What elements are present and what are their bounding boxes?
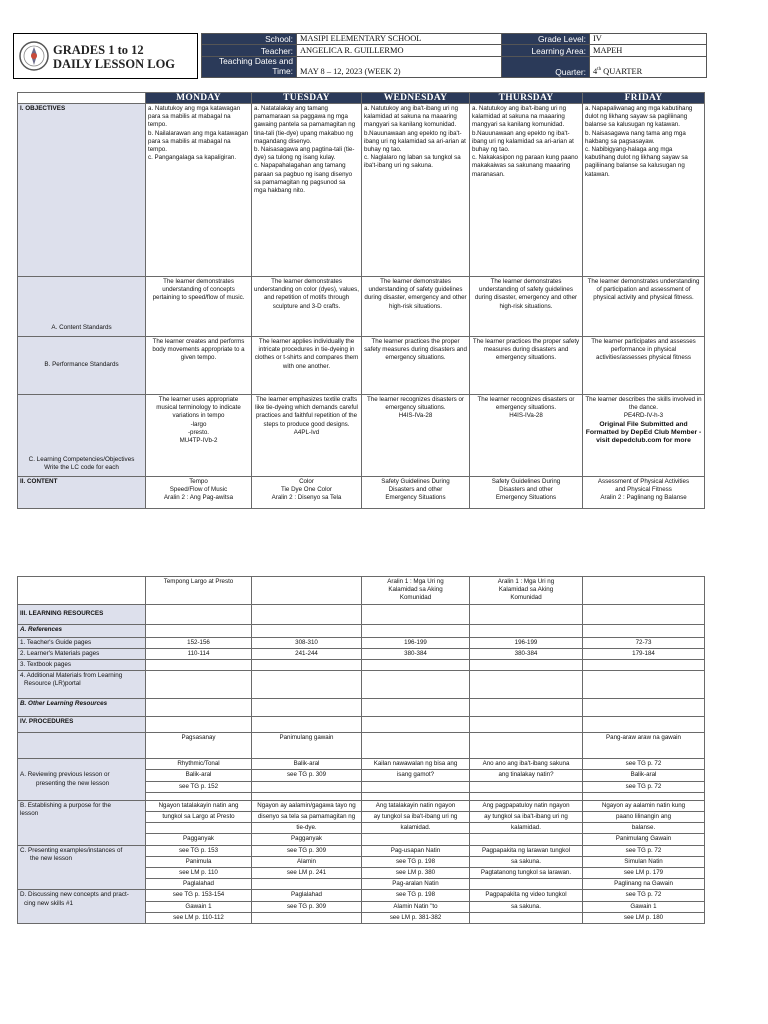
performance-standards-row [18, 337, 705, 395]
content-thu-3: Emergency Situations [495, 494, 557, 502]
d2-thursday: sa sakuna. [470, 901, 583, 912]
obj-wed-c: c. Naglalaro ng laban sa tungkol sa iba't-ibang uri ng sakuna. [364, 154, 461, 170]
proc-c-label-2: the new lesson [30, 854, 73, 862]
competencies-tuesday [252, 395, 362, 477]
comp-thu-1: The learner recognizes disasters or emergency situations. [477, 396, 575, 412]
cc-wed-1: Aralin 1 : Mga Uri ng [387, 578, 444, 585]
teaching-dates-label-2: Time: [272, 65, 293, 76]
teachers-guide-row [18, 637, 705, 648]
day-header-row [18, 93, 705, 104]
content-mon-2: Speed/Flow of Music [169, 486, 228, 494]
intro-friday: Pang-araw araw na gawain [583, 733, 705, 759]
procedures-label: IV. PROCEDURES [18, 717, 146, 733]
learning-area-value: MAPEH [590, 45, 707, 56]
lm-monday: 110-114 [146, 648, 252, 659]
day-tuesday: TUESDAY [252, 93, 362, 104]
teaching-dates-label-1: Teaching Dates and [218, 56, 293, 67]
c3-tuesday: see LM p. 241 [252, 868, 362, 879]
objectives-friday [583, 104, 705, 277]
obj-mon-c: c. Pangangalaga sa kapaligiran. [148, 154, 237, 162]
content-standards-row [18, 277, 705, 337]
textbook-row [18, 660, 705, 671]
tg-tuesday: 308-310 [252, 637, 362, 648]
a1-tuesday: Balik-aral [252, 759, 362, 770]
content-cont-friday [583, 577, 705, 605]
tg-friday: 72-73 [583, 637, 705, 648]
content-thu-1: Safety Guidelines During [491, 478, 561, 485]
competencies-label-cell [18, 395, 146, 477]
quarter-value [590, 56, 707, 77]
content-standards-thursday: The learner demonstrates understanding of safety guidelines during disaster, emergency and other high-risk situations. [470, 277, 583, 337]
intro-thursday [470, 733, 583, 759]
header [13, 33, 706, 79]
a3-monday: see TG p. 152 [146, 781, 252, 792]
d3-friday: see LM p. 180 [583, 912, 705, 923]
proc-b-label [18, 800, 146, 845]
tg-thursday: 196-199 [470, 637, 583, 648]
performance-standards-label: B. Performance Standards [18, 337, 146, 395]
day-wednesday: WEDNESDAY [362, 93, 470, 104]
comp-mon-1: The learner uses appropriate musical terminology to indicate variations in tempo [156, 396, 241, 420]
b1-tuesday: Ngayon ay aalamin/gagawa tayo ng [252, 800, 362, 811]
c1-monday: see TG p. 153 [146, 845, 252, 856]
obj-thu-b: b.Nauunawaan ang epekto ng iba't-ibang uri ng kalamidad sa ari-arian at buhay ng tao. [472, 129, 574, 154]
teaching-dates-value: MAY 8 – 12, 2023 (WEEK 2) [297, 56, 502, 77]
cc-wed-2: Kalamidad sa Aking [388, 586, 443, 594]
quarter-label: Quarter: [502, 56, 590, 77]
competencies-thursday [470, 395, 583, 477]
learners-materials-label: 2. Learner's Materials pages [18, 648, 146, 659]
quarter-suffix: th [597, 66, 602, 72]
c1-thursday: Pagpapakita ng larawan tungkol [470, 845, 583, 856]
content-thursday [470, 477, 583, 509]
proc-a-label-1: A. Reviewing previous lesson or [20, 771, 110, 779]
content-wed-3: Emergency Situations [385, 494, 446, 502]
b4-wednesday [362, 834, 470, 845]
content-wed-2: Disasters and other [388, 486, 443, 494]
c3-thursday: Pagtatanong tungkol sa larawan. [470, 868, 583, 879]
intro-tuesday: Panimulang gawain [252, 733, 362, 759]
learning-resources-label: III. LEARNING RESOURCES [18, 604, 146, 624]
school-value: MASIPI ELEMENTARY SCHOOL [297, 34, 502, 45]
b3-thursday: kalamidad. [470, 823, 583, 834]
intro-wednesday [362, 733, 470, 759]
content-cont-monday: Tempong Largo at Presto [146, 577, 252, 605]
b1-wednesday: Ang tatalakayin natin ngayon [362, 800, 470, 811]
content-label: II. CONTENT [18, 477, 146, 509]
d2-monday: Gawain 1 [146, 901, 252, 912]
c3-friday: see LM p. 179 [583, 868, 705, 879]
learning-resources-row [18, 604, 705, 624]
content-cont-tuesday [252, 577, 362, 605]
comp-tue-code: A4PL-Ivd [293, 428, 320, 436]
lm-friday: 179-184 [583, 648, 705, 659]
obj-mon-b: b. Nailalarawan ang mga katawagan para sa mabilis at mabagal na tempo. [148, 129, 249, 154]
obj-wed-b: b.Nauunawaan ang epekto ng iba't-ibang uri ng kalamidad sa ari-arian at buhay ng tao. [364, 129, 466, 154]
d3-thursday [470, 912, 583, 923]
objectives-thursday [470, 104, 583, 277]
comp-thu-code: H4IS-IVa-28 [509, 412, 543, 420]
c2-thursday: sa sakuna. [470, 856, 583, 867]
c2-friday: Simulan Natin [583, 856, 705, 867]
proc-b-label-2: lesson [20, 810, 39, 818]
learning-area-label: Learning Area: [502, 45, 590, 56]
additional-materials-label-1: 4. Additional Materials from Learning [20, 672, 123, 680]
content-thu-2: Disasters and other [499, 486, 553, 494]
other-resources-label: B. Other Learning Resources [18, 699, 146, 717]
proc-b-label-1: B. Establishing a purpose for the [20, 801, 112, 809]
obj-fri-a: a. Napapaliwanag ang mga kabutihang dulot ng likhang sayaw sa pagiliinang balanse sa kalusugan ng katawan. [585, 105, 693, 129]
proc-d-label-1: D. Discussing new concepts and pract- [20, 891, 129, 899]
proc-d-label [18, 890, 146, 924]
day-thursday: THURSDAY [470, 93, 583, 104]
c2-monday: Panimula [146, 856, 252, 867]
additional-materials-label [18, 671, 146, 699]
cc-wed-3: Komunidad [399, 594, 432, 602]
b2-friday: paano lilinangin ang [583, 812, 705, 823]
comp-fri-code: PE4RD-IV-h-3 [623, 412, 664, 420]
b3-friday: balanse. [583, 823, 705, 834]
tg-monday: 152-156 [146, 637, 252, 648]
corner-cell [18, 93, 146, 104]
lm-wednesday: 380-384 [362, 648, 470, 659]
content-tue-1: Color [299, 478, 314, 485]
proc-c-row-1 [18, 845, 705, 856]
quarter-number: 4 [593, 66, 598, 76]
performance-standards-monday: The learner creates and performs body movements appropriate to a given tempo. [146, 337, 252, 395]
competencies-label: C. Learning Competencies/Objectives [28, 455, 135, 463]
obj-mon-a: a. Natutukoy ang mga katawagan para sa mabilis at mabagal na tempo. [148, 105, 241, 129]
header-info-table [201, 33, 707, 78]
tg-wednesday: 196-199 [362, 637, 470, 648]
content-continued-row [18, 577, 705, 605]
teacher-value: ANGELICA R. GUILLERMO [297, 45, 502, 56]
proc-a-row-1 [18, 759, 705, 770]
obj-tue-c: c. Napapahalagahan ang tamang paraan sa pagbuo ng isang disenyo sa pamamagitan ng pagsunod sa mga hakbang nito. [254, 162, 353, 195]
c4-thursday [470, 879, 583, 890]
content-standards-tuesday: The learner demonstrates understanding on color (dyes), values, and repetition of motifs through sculpture and 3-D crafts. [252, 277, 362, 337]
references-label: A. References [18, 624, 146, 637]
lm-thursday: 380-384 [470, 648, 583, 659]
competencies-row [18, 395, 705, 477]
a1-wednesday: Kailan nawawalan ng bisa ang [362, 759, 470, 770]
c4-monday: Paglalahad [146, 879, 252, 890]
c4-wednesday: Pag-aralan Natin [362, 879, 470, 890]
cc-thu-3: Komunidad [510, 594, 542, 602]
b4-tuesday: Pagganyak [252, 834, 362, 845]
teacher-label: Teacher: [202, 45, 297, 56]
content-mon-3: Aralin 2 : Ang Pag-awitsa [163, 494, 234, 502]
b1-thursday: Ang pagpapatuloy natin ngayon [470, 800, 583, 811]
objectives-monday [146, 104, 252, 277]
proc-b-row-1 [18, 800, 705, 811]
cc-thu-2: Kalamidad sa Aking [498, 586, 554, 594]
procedures-intro-row [18, 733, 705, 759]
proc-a-label [18, 759, 146, 801]
b3-wednesday: kalamidad. [362, 823, 470, 834]
procedures-intro-label [18, 733, 146, 759]
objectives-label: I. OBJECTIVES [18, 104, 146, 277]
obj-fri-b: b. Naisasagawa nang tama ang mga hakbang sa pagsasayaw. [585, 129, 686, 145]
obj-wed-a: a. Natutukoy ang iba't-ibang uri ng kalamidad at sakuna na maaaring mangyari sa kanilang komunidad. [364, 105, 459, 129]
a2-friday: Balik-aral [583, 770, 705, 781]
c1-tuesday: see TG p. 309 [252, 845, 362, 856]
day-monday: MONDAY [146, 93, 252, 104]
comp-fri-1: The learner describes the skills involved in the dance. [585, 396, 702, 412]
content-wednesday [362, 477, 470, 509]
b4-friday: Panimulang Gawain [583, 834, 705, 845]
competencies-sublabel: Write the LC code for each [44, 463, 119, 471]
c2-tuesday: Alamin [252, 856, 362, 867]
log-title-line1: GRADES 1 to 12 [53, 43, 144, 57]
comp-wed-1: The learner recognizes disasters or emergency situations. [367, 396, 464, 412]
content-monday [146, 477, 252, 509]
additional-materials-label-2: Resource (LR)portal [24, 680, 81, 688]
competencies-wednesday [362, 395, 470, 477]
references-row [18, 624, 705, 637]
content-wed-1: Safety Guidelines During [381, 478, 450, 485]
a2-monday: Balik-aral [146, 770, 252, 781]
performance-standards-tuesday: The learner applies individually the intricate procedures in tie-dyeing in clothes or t-shirts and compares them with one another. [252, 337, 362, 395]
performance-standards-thursday: The learner practices the proper safety measures during disasters and emergency situations. [470, 337, 583, 395]
d2-tuesday: see TG p. 309 [252, 901, 362, 912]
textbook-label: 3. Textbook pages [18, 660, 146, 671]
c3-monday: see LM p. 110 [146, 868, 252, 879]
d2-wednesday: Alamin Natin "to [362, 901, 470, 912]
competencies-friday [583, 395, 705, 477]
performance-standards-wednesday: The learner practices the proper safety measures during disasters and emergency situations. [362, 337, 470, 395]
content-standards-wednesday: The learner demonstrates understanding of safety guidelines during disaster, emergency and other high-risk situations. [362, 277, 470, 337]
intro-monday: Pagsasanay [146, 733, 252, 759]
b3-monday [146, 823, 252, 834]
b2-tuesday: disenyo sa tela sa pamamagitan ng [252, 812, 362, 823]
content-friday [583, 477, 705, 509]
a1-friday: see TG p. 72 [583, 759, 705, 770]
comp-wed-code: H4IS-IVa-28 [398, 412, 433, 420]
content-fri-2: and Physical Fitness [615, 486, 672, 494]
b4-monday: Pagganyak [146, 834, 252, 845]
d1-wednesday: see TG p. 198 [362, 890, 470, 901]
obj-tue-a: a. Natatalakay ang tamang pamamaraan sa paggawa ng mga gawaing pantela sa pamamagitan ng tina-tali (tie-dye) upang makabuo ng magandang disenyo. [254, 105, 356, 145]
content-fri-1: Assessment of Physical Activities [597, 478, 690, 485]
proc-a-label-2: presenting the new lesson [36, 779, 110, 787]
depedclub-notice: Original File Submitted and Formatted by DepEd Club Member - visit depedclub.com for more [585, 420, 702, 445]
content-row [18, 477, 705, 509]
d2-friday: Gawain 1 [583, 901, 705, 912]
content-tue-2: Tie Dye One Color [280, 486, 332, 494]
proc-c-label [18, 845, 146, 890]
cc-thu-1: Aralin 1 : Mga Uri ng [497, 578, 555, 585]
b4-thursday [470, 834, 583, 845]
procedures-row [18, 717, 705, 733]
c1-friday: see TG p. 72 [583, 845, 705, 856]
content-mon-1: Tempo [189, 478, 208, 485]
obj-thu-c: c. Nakakasipon ng paraan kung paano makakaiwas sa sakunang maaaring maranasan. [472, 154, 578, 178]
a2-thursday: ang tinalakay natin? [470, 770, 583, 781]
content-standards-monday: The learner demonstrates understanding of concepts pertaining to speed/flow of music. [146, 277, 252, 337]
a3-thursday [470, 781, 583, 792]
content-cont-thursday [470, 577, 583, 605]
comp-mon-3: -presto. [188, 428, 209, 436]
comp-tue-1: The learner emphasizes textile crafts like tie-dyeing which demands careful practices and faithful repetition of the steps to produce good designs. [255, 396, 358, 428]
d1-monday: see TG p. 153-154 [146, 890, 252, 901]
content-tuesday [252, 477, 362, 509]
a1-thursday: Ano ano ang iba't-ibang sakuna [470, 759, 583, 770]
day-friday: FRIDAY [583, 93, 705, 104]
learners-materials-row [18, 648, 705, 659]
b2-monday: tungkol sa Largo at Presto [146, 812, 252, 823]
d3-monday: see LM p. 110-112 [146, 912, 252, 923]
proc-d-label-2: cing new skills #1 [24, 899, 73, 907]
grade-level-value: IV [590, 34, 707, 45]
performance-standards-friday: The learner participates and assesses performance in physical activities/assesses physical fitness [583, 337, 705, 395]
content-tue-3: Aralin 2 : Disenyo sa Tela [271, 494, 342, 502]
d3-wednesday: see LM p. 381-382 [362, 912, 470, 923]
teachers-guide-label: 1. Teacher's Guide pages [18, 637, 146, 648]
b2-wednesday: ay tungkol sa iba't-ibang uri ng [362, 812, 470, 823]
a2-wednesday: isang gamot? [362, 770, 470, 781]
obj-fri-c: c. Nabibigyang-halaga ang mga kabutihang dulot ng likhang sayaw sa pagiliinang balanse sa kalusugan ng katawan. [585, 146, 688, 178]
quarter-word: QUARTER [601, 66, 643, 76]
b1-friday: Ngayon ay aalamin natin kung [583, 800, 705, 811]
d1-thursday: Pagpapakita ng video tungkol [470, 890, 583, 901]
b1-monday: Ngayon tatalakayin natin ang [146, 800, 252, 811]
d3-tuesday [252, 912, 362, 923]
a3-friday: see TG p. 72 [583, 781, 705, 792]
b2-thursday: ay tungkol sa iba't-ibang uri ng [470, 812, 583, 823]
content-cont-wednesday [362, 577, 470, 605]
proc-d-row-1 [18, 890, 705, 901]
competencies-monday [146, 395, 252, 477]
other-resources-row [18, 699, 705, 717]
content-standards-friday: The learner demonstrates understanding of participation and assessment of physical activity and physical fitness. [583, 277, 705, 337]
a3-wednesday [362, 781, 470, 792]
obj-thu-a: a. Natutukoy ang iba't-ibang uri ng kalamidad at sakuna na maaaring mangyari sa kanilang komunidad. [472, 105, 567, 129]
a3-tuesday [252, 781, 362, 792]
c4-friday: Paglinang na Gawain [583, 879, 705, 890]
c3-wednesday: see LM p. 380 [362, 868, 470, 879]
additional-materials-row [18, 671, 705, 699]
b3-tuesday: tie-dye. [252, 823, 362, 834]
c1-wednesday: Pag-usapan Natin [362, 845, 470, 856]
objectives-tuesday [252, 104, 362, 277]
objectives-wednesday [362, 104, 470, 277]
logo-box [13, 33, 198, 79]
teaching-dates-label [202, 56, 297, 77]
obj-tue-b: b. Naisasagawa ang pagtina-tali (tie-dye) sa tulong ng isang kulay. [254, 146, 355, 162]
content-standards-label: A. Content Standards [18, 277, 146, 337]
c2-wednesday: see TG p. 198 [362, 856, 470, 867]
content-fri-3: Aralin 2 : Paglinang ng Balanse [600, 494, 687, 502]
school-label: School: [202, 34, 297, 45]
comp-mon-2: -largo [190, 420, 207, 428]
d1-tuesday: Paglalahad [252, 890, 362, 901]
a2-tuesday: see TG p. 309 [252, 770, 362, 781]
objectives-row [18, 104, 705, 277]
lm-tuesday: 241-244 [252, 648, 362, 659]
content-continued-label [18, 577, 146, 605]
a1-monday: Rhythmic/Tonal [146, 759, 252, 770]
d1-friday: see TG p. 72 [583, 890, 705, 901]
comp-mon-code: MU4TP-IVb-2 [179, 437, 218, 445]
proc-c-label-1: C. Presenting examples/instances of [20, 846, 123, 854]
deped-seal-icon [19, 39, 49, 73]
grade-level-label: Grade Level: [502, 34, 590, 45]
log-title-line2: DAILY LESSON LOG [53, 57, 176, 71]
c4-tuesday [252, 879, 362, 890]
lesson-log-table-upper [17, 92, 705, 509]
lesson-log-table-lower [17, 576, 705, 924]
